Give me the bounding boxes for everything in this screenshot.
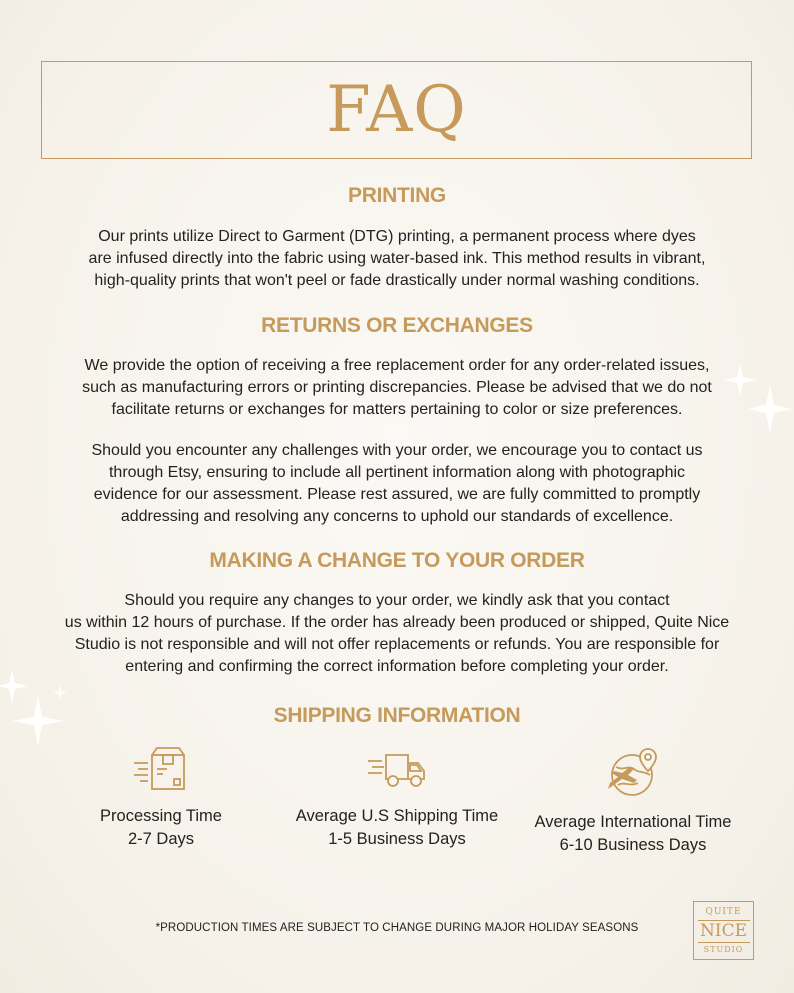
title-frame [41, 61, 752, 159]
globe-airplane-icon [604, 745, 662, 799]
returns-line: Should you encounter any challenges with your order, we encourage you to contact us [91, 442, 703, 459]
shipping-item-value: 2-7 Days [127, 830, 195, 848]
logo-line-1: QUITE [705, 906, 742, 917]
returns-paragraph-2 [60, 440, 734, 528]
printing-heading: PRINTING [348, 184, 446, 207]
package-box-icon [132, 745, 190, 793]
changes-heading: MAKING A CHANGE TO YOUR ORDER [209, 549, 585, 572]
returns-line: facilitate returns or exchanges for matters pertaining to color or size preferences. [111, 401, 683, 418]
delivery-truck-icon [366, 745, 428, 793]
printing-line: are infused directly into the fabric using water-based ink. This method results in vibrant, [88, 250, 706, 267]
shipping-item-label: Processing Time [100, 807, 222, 825]
footnote: *PRODUCTION TIMES ARE SUBJECT TO CHANGE DURING MAJOR HOLIDAY SEASONS [155, 922, 639, 934]
returns-heading: RETURNS OR EXCHANGES [261, 314, 533, 337]
logo-line-2: NICE [698, 920, 750, 943]
returns-line: We provide the option of receiving a free replacement order for any order-related issues, [84, 357, 710, 374]
shipping-item-value: 1-5 Business Days [328, 830, 466, 848]
shipping-item-value: 6-10 Business Days [559, 836, 707, 854]
returns-line: addressing and resolving any concerns to uphold our standards of excellence. [120, 508, 674, 525]
brand-logo [693, 901, 754, 960]
shipping-item-processing [41, 745, 281, 851]
page-title: FAQ [326, 73, 467, 147]
printing-line: high-quality prints that won't peel or fade drastically under normal washing conditions. [94, 272, 700, 289]
returns-paragraph-1 [60, 355, 734, 421]
returns-line: such as manufacturing errors or printing discrepancies. Please be advised that we do not [82, 379, 712, 396]
printing-paragraph [60, 226, 734, 292]
shipping-item-us [277, 745, 517, 851]
returns-line: evidence for our assessment. Please rest assured, we are fully committed to promptly [93, 486, 701, 503]
logo-line-3: STUDIO [703, 944, 744, 954]
changes-line: entering and confirming the correct information before completing your order. [125, 658, 669, 675]
shipping-heading: SHIPPING INFORMATION [273, 704, 521, 727]
shipping-item-label: Average International Time [534, 813, 732, 831]
changes-line: Should you require any changes to your order, we kindly ask that you contact [124, 592, 670, 609]
shipping-item-international [513, 745, 753, 857]
changes-line: Studio is not responsible and will not offer replacements or refunds. You are responsible for [74, 636, 720, 653]
shipping-item-label: Average U.S Shipping Time [295, 807, 499, 825]
changes-line: us within 12 hours of purchase. If the order has already been produced or shipped, Quite Nice [64, 614, 730, 631]
returns-line: through Etsy, ensuring to include all pertinent information along with photographic [108, 464, 686, 481]
printing-line: Our prints utilize Direct to Garment (DTG) printing, a permanent process where dyes [98, 228, 696, 245]
changes-paragraph [50, 590, 744, 678]
